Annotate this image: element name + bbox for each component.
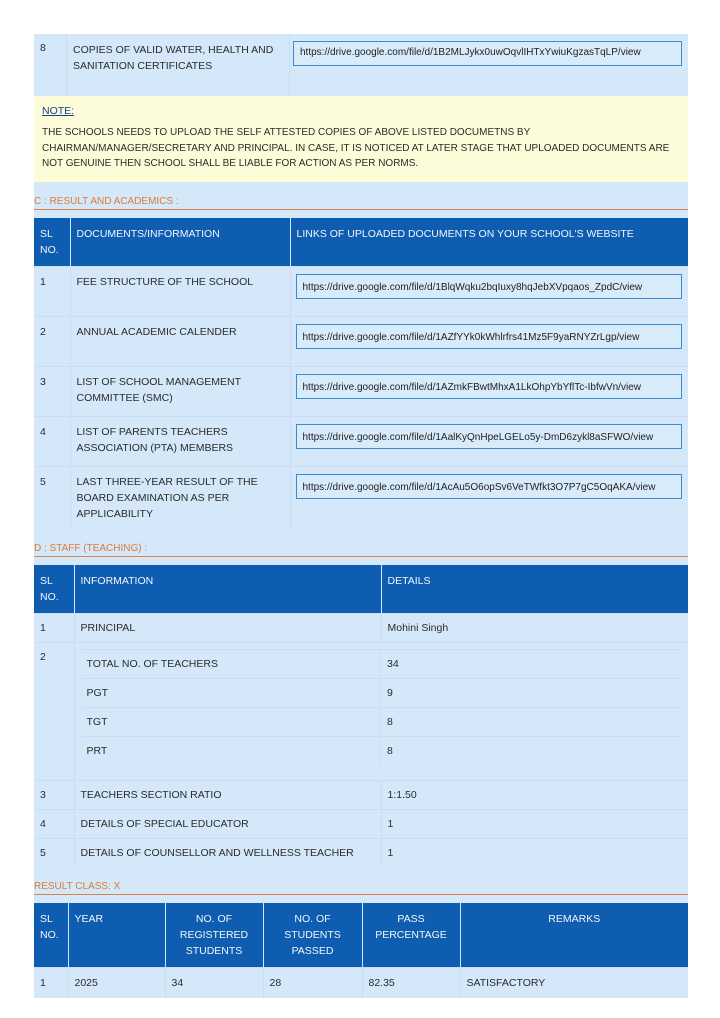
table-row: 2 ANNUAL ACADEMIC CALENDER https://drive.google.com/file/d/1AZfYYk0kWhlrfrs41Mz5F9yaRNYZrLgp/view	[34, 317, 688, 367]
table-row	[34, 34, 688, 96]
column-header: SL NO.	[34, 218, 70, 267]
column-header: PASS PERCENTAGE	[362, 903, 460, 968]
sl-no: 8	[34, 34, 67, 96]
table-row: 1 PRINCIPAL Mohini Singh	[34, 614, 688, 643]
table-row: 1 2025 34 28 82.35 SATISFACTORY	[34, 968, 688, 999]
result-academics-table	[34, 218, 688, 529]
table-row: 2 TOTAL NO. OF TEACHERS 34 PGT 9 TGT 8 PRT 8	[34, 643, 688, 781]
table-row: 3 TEACHERS SECTION RATIO 1:1.50	[34, 780, 688, 809]
column-header: INFORMATION	[74, 565, 381, 614]
staff-teaching-table	[34, 565, 688, 867]
column-header: NO. OF REGISTERED STUDENTS	[165, 903, 263, 968]
result-class-x-table	[34, 903, 688, 998]
table-row: 5 DETAILS OF COUNSELLOR AND WELLNESS TEACHER 1	[34, 838, 688, 867]
column-header: REMARKS	[460, 903, 688, 968]
column-header: NO. OF STUDENTS PASSED	[263, 903, 362, 968]
table-row: 5 LAST THREE-YEAR RESULT OF THE BOARD EXAMINATION AS PER APPLICABILITY https://drive.google.com/file/d/1AcAu5O6opSv6VeTWfkt3O7P7gC5OqAKA/view	[34, 467, 688, 530]
note-title: NOTE:	[42, 105, 75, 117]
note-box	[34, 96, 688, 182]
table-row: 4 LIST OF PARENTS TEACHERS ASSOCIATION (PTA) MEMBERS https://drive.google.com/file/d/1AalKyQnHpeLGELo5y-DmD6zykl8aSFWO/view	[34, 417, 688, 467]
document-link[interactable]: https://drive.google.com/file/d/1BlqWqku2bqIuxy8hqJebXVpqaos_ZpdC/view	[296, 274, 683, 299]
document-link[interactable]: https://drive.google.com/file/d/1AZmkFBwtMhxA1LkOhpYbYflTc-IbfwVn/view	[296, 374, 683, 399]
column-header: DOCUMENTS/INFORMATION	[70, 218, 290, 267]
document-link[interactable]: https://drive.google.com/file/d/1AZfYYk0kWhlrfrs41Mz5F9yaRNYZrLgp/view	[296, 324, 683, 349]
section-heading-c: C : RESULT AND ACADEMICS :	[34, 182, 688, 210]
column-header: YEAR	[68, 903, 165, 968]
document-link[interactable]: https://drive.google.com/file/d/1AalKyQnHpeLGELo5y-DmD6zykl8aSFWO/view	[296, 424, 683, 449]
table-row: 1 FEE STRUCTURE OF THE SCHOOL https://drive.google.com/file/d/1BlqWqku2bqIuxy8hqJebXVpqaos_ZpdC/view	[34, 267, 688, 317]
document-link[interactable]: https://drive.google.com/file/d/1AcAu5O6opSv6VeTWfkt3O7P7gC5OqAKA/view	[296, 474, 683, 499]
section-heading-result-x: RESULT CLASS: X	[34, 867, 688, 895]
column-header: SL NO.	[34, 903, 68, 968]
document-page	[34, 34, 688, 998]
table-row: 3 LIST OF SCHOOL MANAGEMENT COMMITTEE (SMC) https://drive.google.com/file/d/1AZmkFBwtMhxA1LkOhpYbYflTc-IbfwVn/view	[34, 367, 688, 417]
section-heading-d: D : STAFF (TEACHING) :	[34, 529, 688, 557]
document-name: COPIES OF VALID WATER, HEALTH AND SANITATION CERTIFICATES	[67, 34, 290, 96]
document-link[interactable]: https://drive.google.com/file/d/1B2MLJykx0uwOqvlIHTxYwiuKgzasTqLP/view	[293, 41, 682, 66]
teachers-breakdown: TOTAL NO. OF TEACHERS 34 PGT 9 TGT 8 PRT 8	[81, 649, 683, 766]
principal-name: Mohini Singh	[381, 614, 688, 643]
column-header: SL NO.	[34, 565, 74, 614]
column-header: DETAILS	[381, 565, 688, 614]
column-header: LINKS OF UPLOADED DOCUMENTS ON YOUR SCHOOL'S WEBSITE	[290, 218, 688, 267]
table-row: 4 DETAILS OF SPECIAL EDUCATOR 1	[34, 809, 688, 838]
note-body: THE SCHOOLS NEEDS TO UPLOAD THE SELF ATTESTED COPIES OF ABOVE LISTED DOCUMETNS BY CHAIRMAN/MANAGER/SECRETARY AND PRINCIPAL. IN CASE, IT IS NOTICED AT LATER STAGE THAT UPLOADED DOCUMENTS ARE NOT GENUINE THEN SCHOOL SHALL BE LIABLE FOR ACTION AS PER NORMS.	[42, 127, 670, 169]
